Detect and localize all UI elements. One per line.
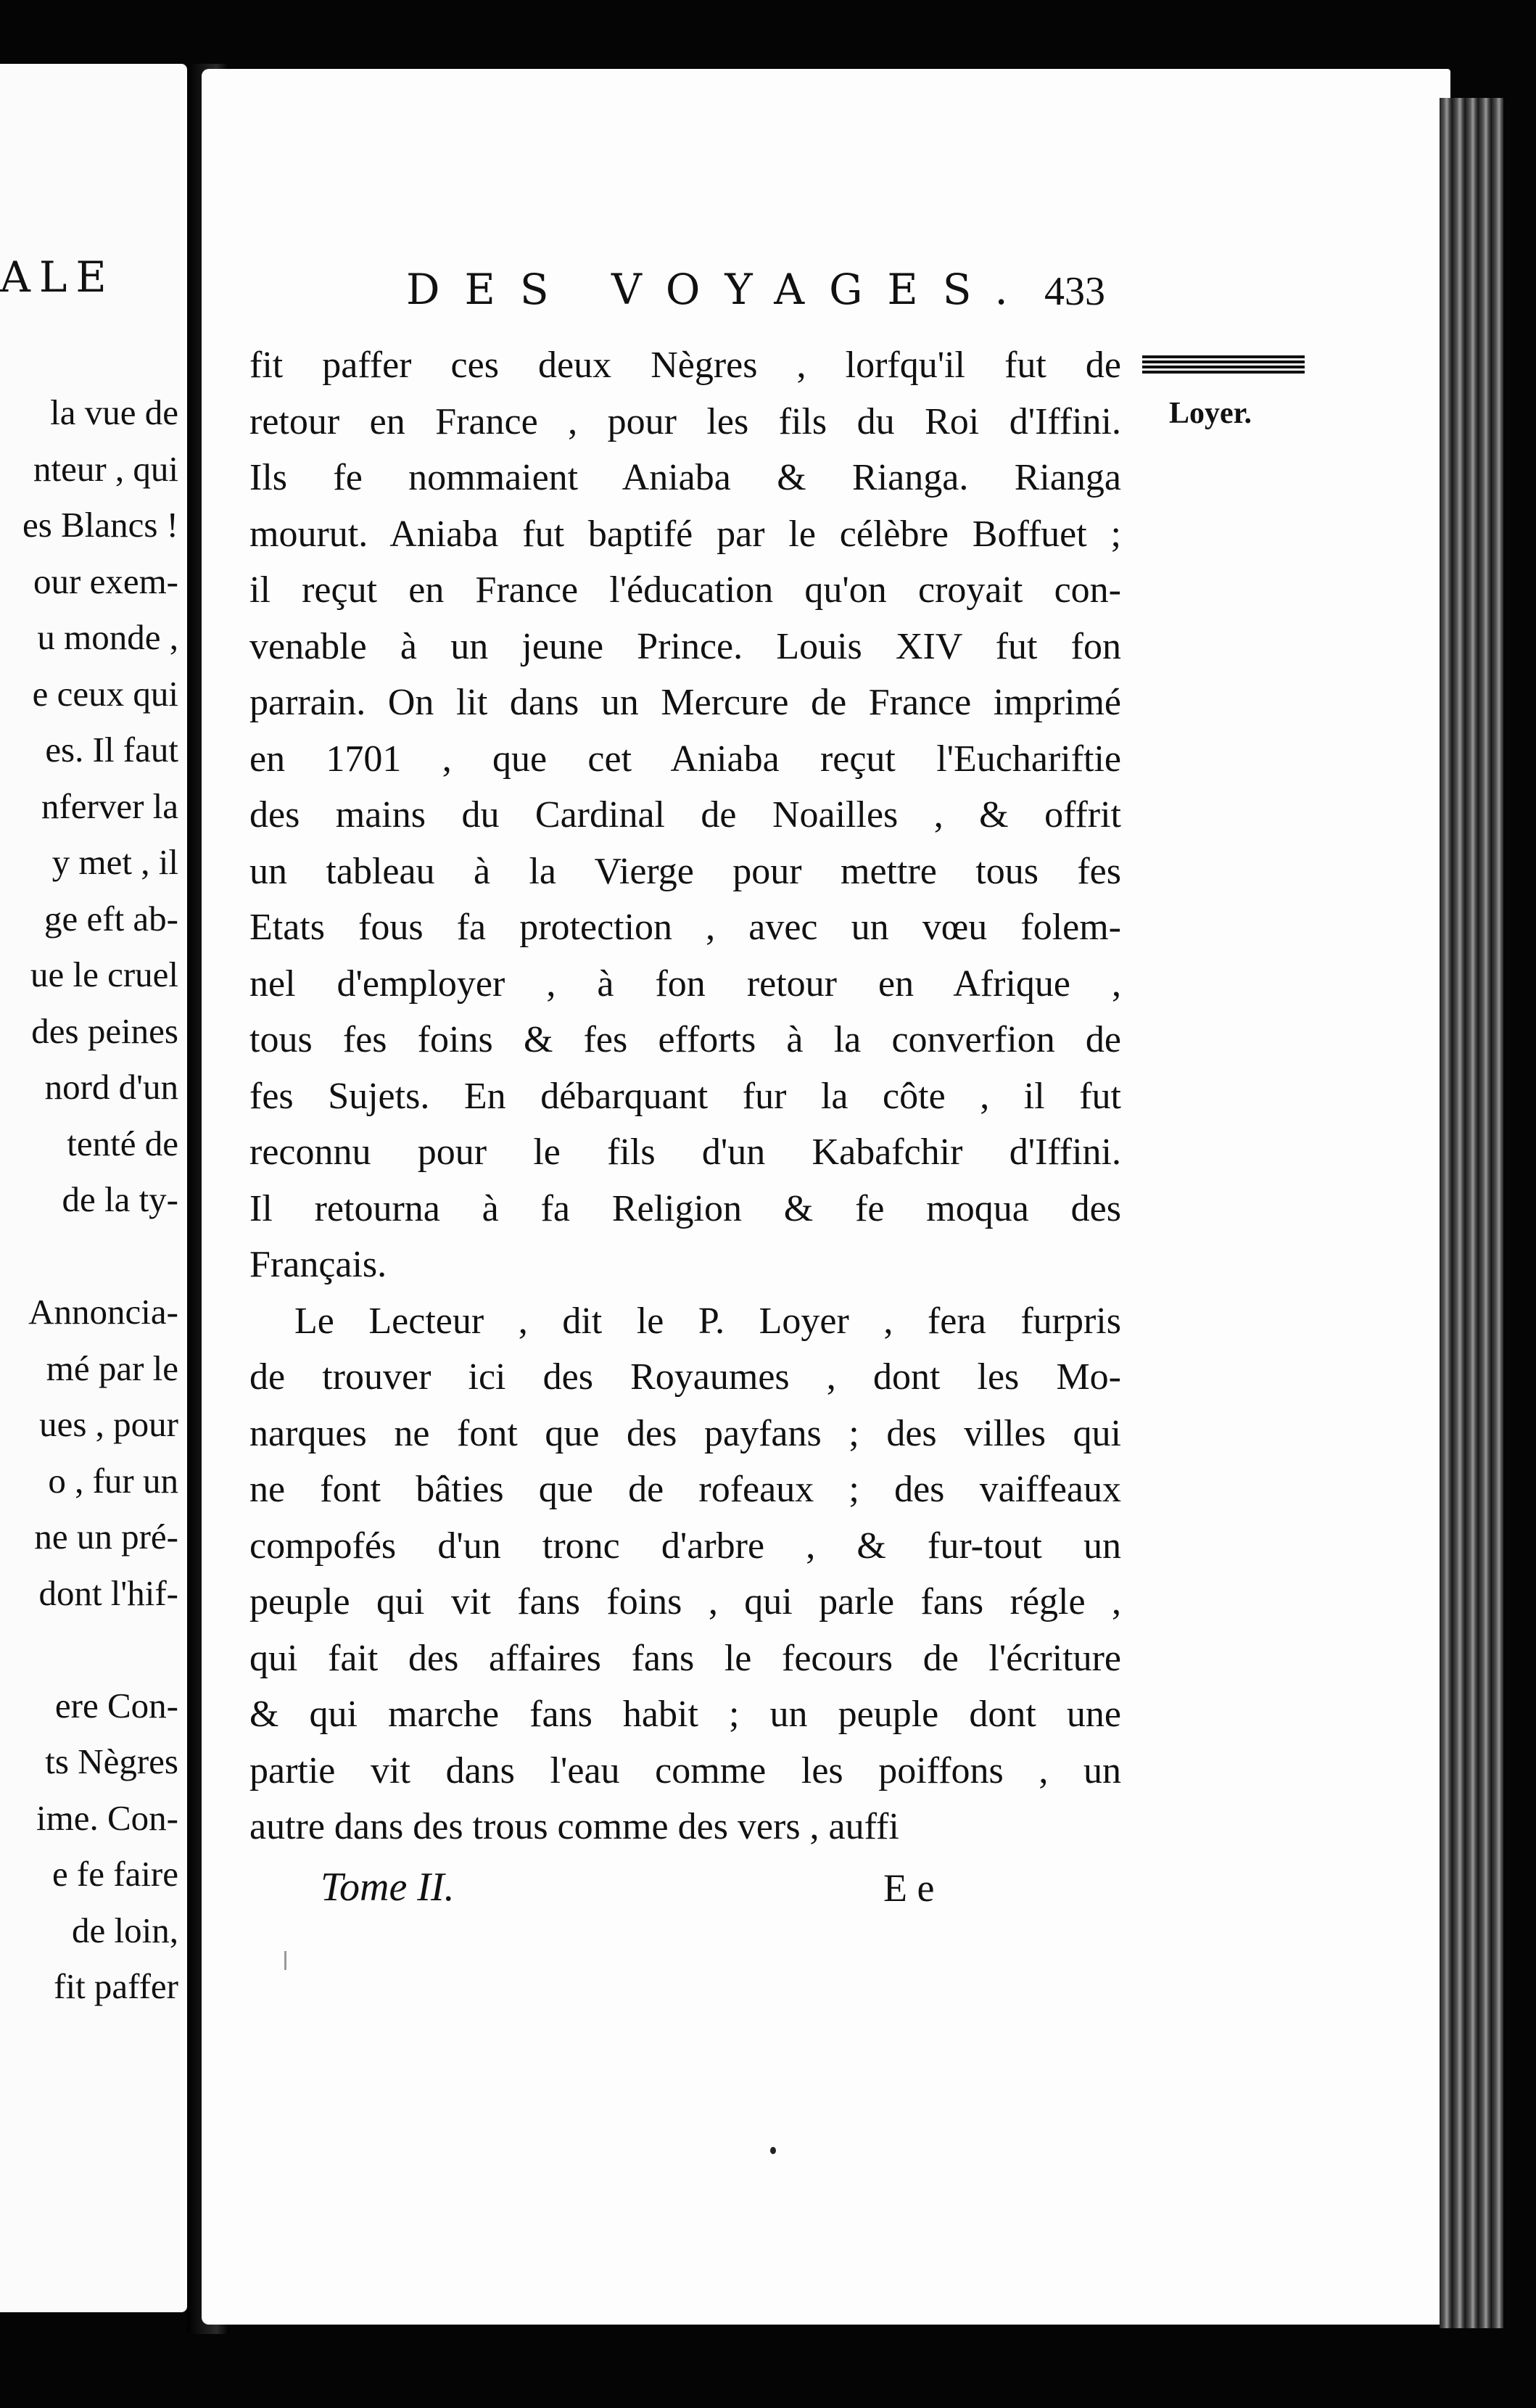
text-line: reconnu pour le fils d'un Kabafchir d'Iffini. bbox=[249, 1131, 1121, 1173]
text-line: des mains du Cardinal de Noailles , & offrit bbox=[249, 794, 1121, 836]
ink-speck bbox=[770, 2147, 776, 2154]
left-page-line: tenté de bbox=[67, 1123, 178, 1163]
left-page-line: ime. Con- bbox=[36, 1797, 178, 1838]
left-page-line: ue le cruel bbox=[30, 954, 178, 994]
signature-mark: E e bbox=[883, 1866, 935, 1910]
left-page-line: our exem- bbox=[33, 561, 178, 601]
text-line: & qui marche fans habit ; un peuple dont une bbox=[249, 1694, 1121, 1735]
left-page-line: ge eft ab- bbox=[44, 898, 178, 939]
margin-note: Loyer. bbox=[1169, 397, 1252, 430]
left-page-line: dont l'hif- bbox=[38, 1572, 178, 1613]
margin-rule bbox=[1142, 355, 1305, 374]
text-line: autre dans des trous comme des vers , auffi bbox=[249, 1806, 899, 1847]
left-page-line: e ceux qui bbox=[32, 673, 178, 714]
text-line: fes Sujets. En débarquant fur la côte , il fut bbox=[249, 1075, 1121, 1117]
text-line: fit paffer ces deux Nègres , lorfqu'il fut de bbox=[249, 345, 1121, 386]
text-line: ne font bâties que de rofeaux ; des vaiffeaux bbox=[249, 1469, 1121, 1510]
text-line: mourut. Aniaba fut baptifé par le célèbre Boffuet ; bbox=[249, 513, 1121, 555]
left-page-line: es Blancs ! bbox=[22, 505, 178, 545]
page-number: 433 bbox=[1044, 269, 1105, 314]
left-page-line: la vue de bbox=[50, 392, 178, 432]
text-line: tous fes foins & fes efforts à la converfion de bbox=[249, 1019, 1121, 1060]
text-line: Etats fous fa protection , avec un vœu folem- bbox=[249, 907, 1121, 948]
left-page-line: nferver la bbox=[41, 786, 178, 826]
text-line: un tableau à la Vierge pour mettre tous fes bbox=[249, 850, 1121, 892]
text-line: compofés d'un tronc d'arbre , & fur-tout un bbox=[249, 1525, 1121, 1567]
text-line: narques ne font que des payfans ; des villes qui bbox=[249, 1412, 1121, 1454]
running-header: DES VOYAGES. bbox=[406, 265, 1033, 314]
left-page-line: es. Il faut bbox=[45, 730, 178, 770]
text-line: Français. bbox=[249, 1244, 387, 1285]
left-page-line bbox=[4, 1621, 178, 1678]
text-line: peuple qui vit fans foins , qui parle fans régle , bbox=[249, 1581, 1121, 1622]
text-line: en 1701 , que cet Aniaba reçut l'Euchariftie bbox=[249, 738, 1121, 780]
text-line: venable à un jeune Prince. Louis XIV fut fon bbox=[249, 625, 1121, 667]
left-page-line: nteur , qui bbox=[33, 448, 178, 489]
text-line: il reçut en France l'éducation qu'on croyait con- bbox=[249, 569, 1121, 611]
left-page-text bbox=[4, 384, 178, 2015]
left-page-line: ues , pour bbox=[39, 1404, 178, 1444]
left-page-header: ALE bbox=[0, 252, 115, 302]
left-page-line: o , fur un bbox=[48, 1460, 178, 1501]
left-page-line: des peines bbox=[31, 1010, 178, 1051]
text-line: Ils fe nommaient Aniaba & Rianga. Rianga bbox=[249, 457, 1121, 498]
page-edge bbox=[1440, 98, 1503, 2328]
left-page-line: mé par le bbox=[46, 1348, 178, 1388]
ink-speck bbox=[284, 1951, 286, 1970]
text-line: partie vit dans l'eau comme les poiffons , un bbox=[249, 1749, 1121, 1791]
paragraph-1 bbox=[249, 337, 1121, 1293]
text-line: Il retourna à fa Religion & fe moqua des bbox=[249, 1187, 1121, 1229]
text-line: Le Lecteur , dit le P. Loyer , fera furpris bbox=[294, 1300, 1121, 1342]
paragraph-2 bbox=[249, 1293, 1121, 1855]
left-page-line: de la ty- bbox=[62, 1179, 178, 1219]
text-line: qui fait des affaires fans le fecours de l'écriture bbox=[249, 1637, 1121, 1679]
left-page-line bbox=[4, 1228, 178, 1285]
left-page-line: Annoncia- bbox=[28, 1292, 178, 1332]
text-line: de trouver ici des Royaumes , dont les Mo- bbox=[249, 1356, 1121, 1398]
left-page-line: fit paffer bbox=[54, 1966, 178, 2006]
left-page-line: nord d'un bbox=[44, 1067, 178, 1107]
left-page-line: de loin, bbox=[72, 1910, 178, 1950]
left-page-line: ere Con- bbox=[54, 1685, 178, 1725]
left-page bbox=[0, 64, 187, 2312]
text-line: nel d'employer , à fon retour en Afrique , bbox=[249, 962, 1121, 1005]
text-line: retour en France , pour les fils du Roi d'Iffini. bbox=[249, 400, 1121, 442]
left-page-line: ts Nègres bbox=[45, 1741, 178, 1781]
text-line: parrain. On lit dans un Mercure de France imprimé bbox=[249, 682, 1121, 723]
body-text bbox=[249, 337, 1121, 1855]
left-page-line: u monde , bbox=[37, 617, 178, 657]
left-page-line: e fe faire bbox=[51, 1854, 178, 1894]
left-page-line: ne un pré- bbox=[34, 1517, 178, 1556]
left-page-line: y met , il bbox=[51, 842, 178, 882]
volume-label: Tome II. bbox=[321, 1865, 455, 1910]
